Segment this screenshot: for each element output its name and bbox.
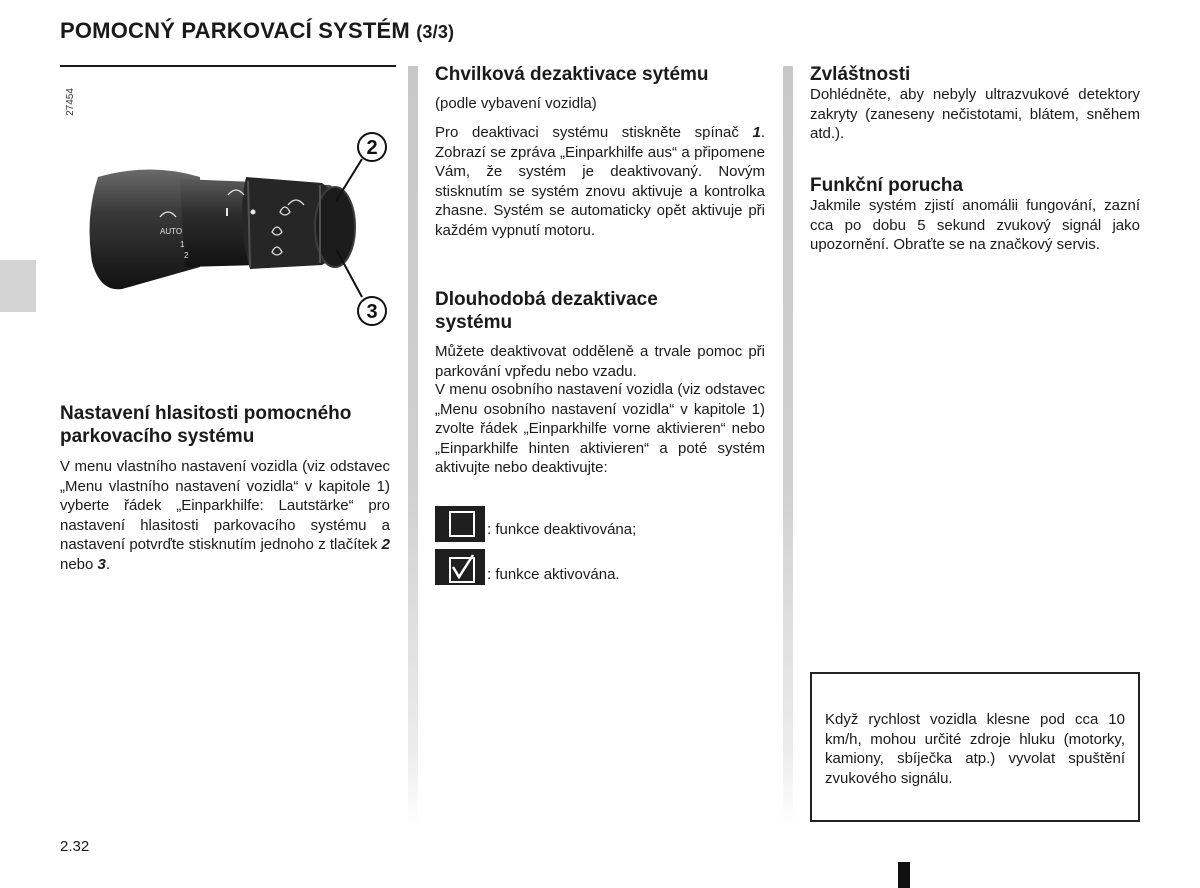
malfunction-paragraph: Jakmile systém zjistí anomálii fungování, zazní cca po dobu 5 sekund zvukový signál jako upozornění. Obraťte se na značkový servis. <box>810 197 1140 253</box>
permanent-deactivation-heading: Dlouhodobá dezaktivace systému <box>435 289 658 333</box>
particulars-paragraph: Dohlédněte, aby nebyly ultrazvukové detektory zakryty (zaneseny nečistotami, blátem, sněhem atd.). <box>810 86 1140 142</box>
button-ref-3: 3 <box>97 555 106 573</box>
page-title-main: POMOCNÝ PARKOVACÍ SYSTÉM <box>60 18 410 43</box>
volume-heading: Nastavení hlasitosti pomocného parkovacího systému <box>60 403 352 447</box>
temp-para-post: . Zobrazí se zpráva „Einparkhilfe aus“ a připomene Vám, že systém je deaktivovaný. Novým stisknutím se systém znovu aktivuje a kontrolka zhasne. Systém se automaticky opět aktivuje při každém vypnutí motoru. <box>435 124 765 239</box>
column-divider-left <box>408 66 418 826</box>
position-dot <box>251 210 256 215</box>
page-number: 2.32 <box>60 838 90 855</box>
page-title-suffix: (3/3) <box>416 22 455 42</box>
volume-paragraph-end: . <box>105 555 111 573</box>
callout-3-label: 3 <box>366 301 378 323</box>
temporary-deactivation-paragraph <box>435 123 765 240</box>
callout-2-label: 2 <box>366 137 378 159</box>
column-divider-right <box>783 66 793 826</box>
temporary-deactivation-heading: Chvilková dezaktivace sytému <box>435 64 709 85</box>
volume-paragraph-join: nebo <box>60 555 98 573</box>
switch-ref-1: 1 <box>752 124 761 141</box>
figure-stalk <box>60 67 396 357</box>
callout-2-leader <box>336 159 362 201</box>
volume-paragraph-text: V menu vlastního nastavení vozidla (viz odstavec „Menu vlastního nastavení vozidla“ v kapitole 1) vyberte řádek „Einparkhilfe: Lautstärke“ pro nastavení hlasitosti parkovacího systému a nastavení potvrďte stisknutím jednoho z tlačítek <box>60 458 390 553</box>
stalk-illustration <box>60 67 396 357</box>
volume-paragraph <box>60 457 390 574</box>
particulars-heading: Zvláštnosti <box>810 64 911 85</box>
malfunction-heading: Funkční porucha <box>810 175 964 196</box>
deactivated-label: : funkce deaktivována; <box>487 521 637 538</box>
note-text: Když rychlost vozidla klesne pod cca 10 km/h, mohou určité zdroje hluku (motorky, kamiony, sbíječka atp.) vyvolat spuštění zvukového signálu. <box>825 711 1125 787</box>
activated-label: : funkce aktivována. <box>487 566 620 583</box>
checkbox-unchecked-icon <box>435 506 485 542</box>
stalk-label-1: 1 <box>180 240 185 249</box>
availability-note: (podle vybavení vozidla) <box>435 95 597 112</box>
checkbox-checked-icon <box>435 549 485 585</box>
button-ref-2: 2 <box>381 536 390 553</box>
page-edge-marker <box>898 862 910 888</box>
page-title <box>60 18 454 44</box>
stalk-label-2: 2 <box>184 251 189 260</box>
temp-para-pre: Pro deaktivaci systému stiskněte spínač <box>435 124 753 141</box>
permanent-deactivation-para2: V menu osobního nastavení vozidla (viz odstavec „Menu osobního nastavení vozidla“ v kapitole 1) zvolte řádek „Einparkhilfe vorne aktivieren“ nebo „Einparkhilfe hinten aktivieren“ a poté systém aktivujte nebo deaktivujte: <box>435 381 765 476</box>
figure-code <box>65 82 79 122</box>
permanent-deactivation-para1: Můžete deaktivovat odděleně a trvale pomoc při parkování vpředu nebo vzadu. <box>435 343 765 380</box>
note-box <box>810 672 1140 822</box>
figure-code-text: 27454 <box>65 88 76 116</box>
stalk-label-auto: AUTO <box>160 227 183 236</box>
chapter-tab <box>0 260 36 312</box>
